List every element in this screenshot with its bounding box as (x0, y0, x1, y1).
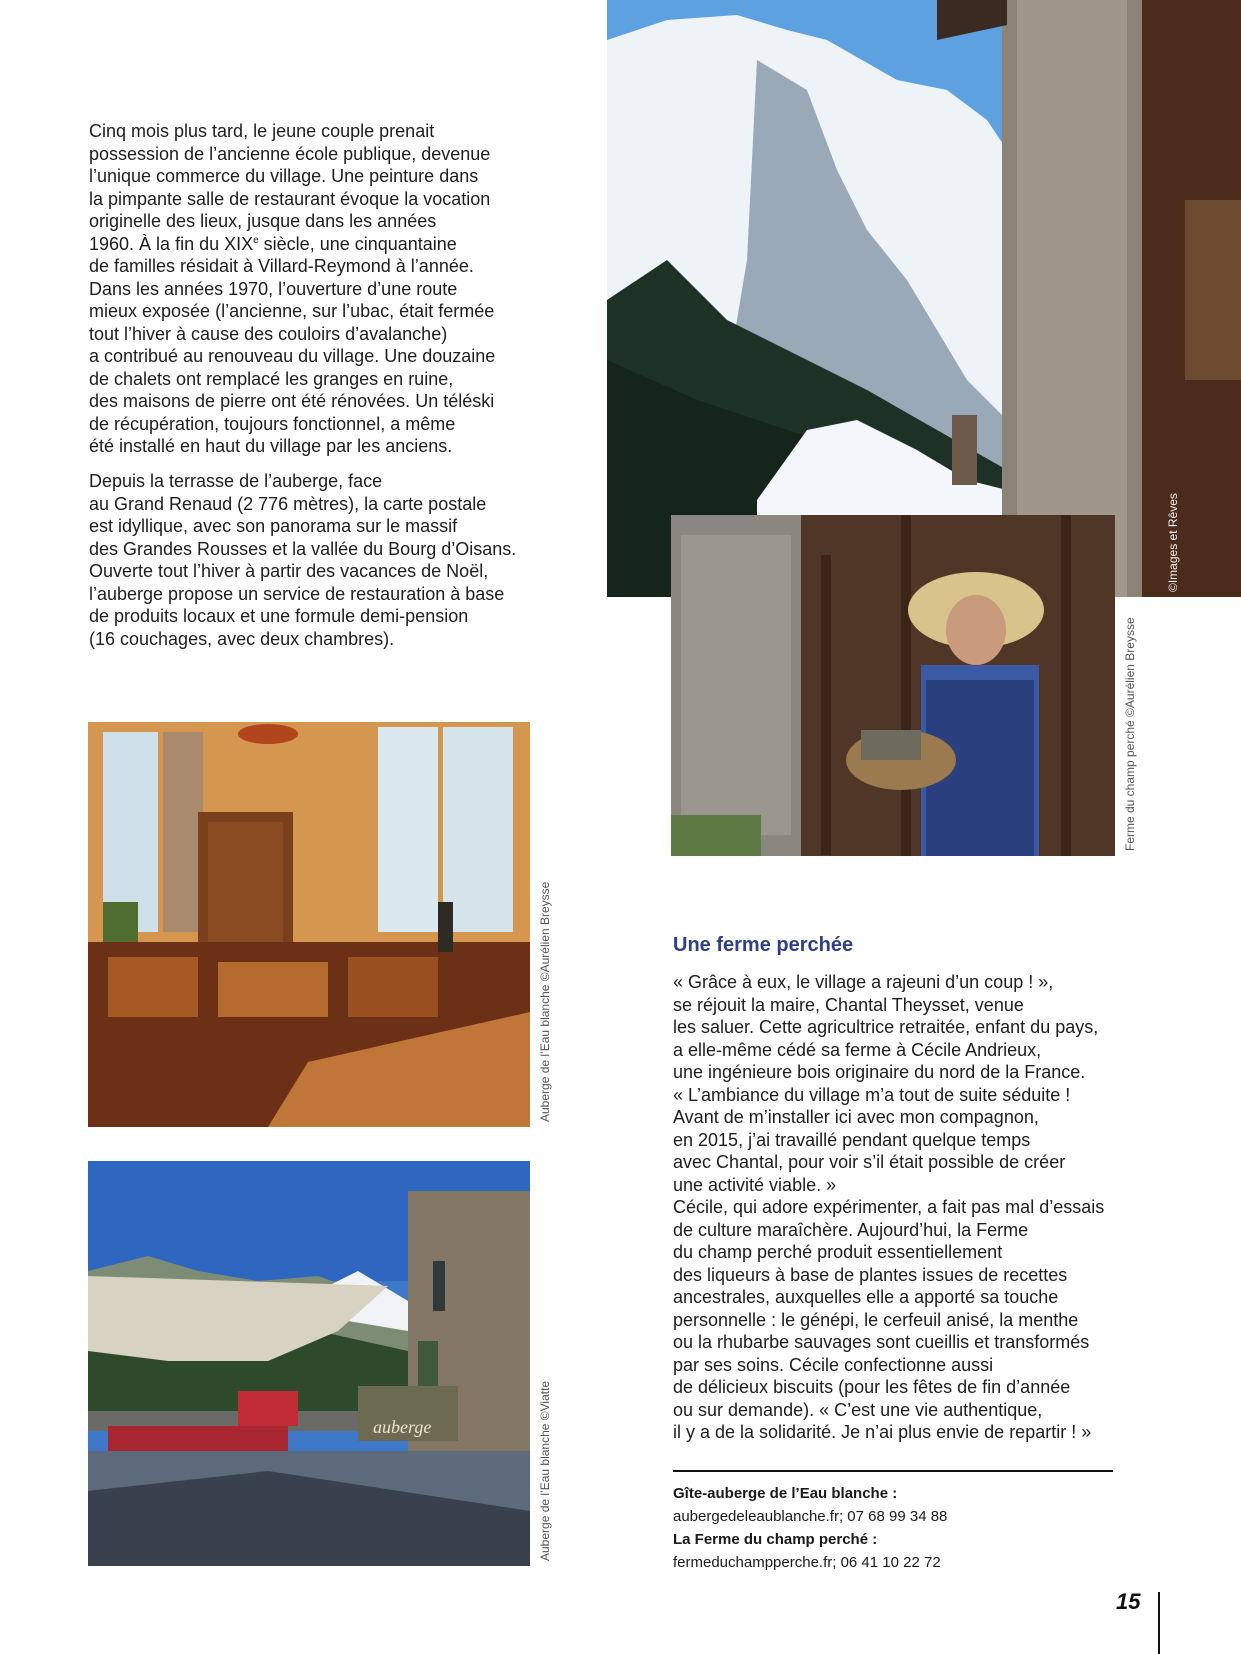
paragraph-farm: « Grâce à eux, le village a rajeuni d’un coup ! », se réjouit la maire, Chantal Theysset, venue les saluer. Cette agricultrice retraitée, enfant du pays, a elle-même cédé sa ferme à Cécile Andrieux, une ingénieure bois originaire du nord de la France. « L’ambiance du village m’a tout de suite séduite ! Avant de m’installer ici avec mon compagnon, en 2015, j’ai travaillé pendant quelque temps avec Chantal, pour voir s’il était possible de créer une activité viable. » Cécile, qui adore expérimenter, a fait pas mal d’essais de culture maraîchère. Aujourd’hui, la Ferme du champ perché produit essentiellement des liqueurs à base de plantes issues de recettes ancestrales, auxquelles elle a apporté sa touche personnelle : le génépi, le cerfeuil anisé, la menthe ou la rhubarbe sauvages sont cueillis et transformés par ses soins. Cécile confectionne aussi de délicieux biscuits (pour les fêtes de fin d’année ou sur demande). « C’est une vie authentique, il y a de la solidarité. Je n’ai plus envie de repartir ! » (673, 972, 1105, 1442)
info-value-ferme[interactable]: fermeduchampperche.fr; 06 41 10 22 72 (673, 1554, 941, 1571)
terrace-sign-text: auberge (373, 1417, 432, 1437)
paragraph-terrace: Depuis la terrasse de l’auberge, face au Grand Renaud (2 776 mètres), la carte postale est idyllique, avec son panorama sur le massif des Grandes Rousses et la vallée du Bourg d’Oisans. Ouverte tout l’hiver à partir des vacances de Noël, l’auberge propose un service de restauration à base de produits locaux et une formule demi-pension (16 couchages, avec deux chambres). (89, 471, 517, 649)
info-label-ferme: La Ferme du champ perché : (673, 1531, 878, 1548)
section-heading: Une ferme perchée (673, 934, 854, 956)
info-label-auberge: Gîte-auberge de l’Eau blanche : (673, 1485, 898, 1502)
credit-farmer: Ferme du champ perché ©Aurélien Breysse (1123, 617, 1137, 851)
paragraph-history: Cinq mois plus tard, le jeune couple prenait possession de l’ancienne école publique, devenue l’unique commerce du village. Une peinture dans la pimpante salle de restaurant évoque la vocation originelle des lieux, jusque dans les années 1960. À la fin du XIXe siècle, une cinquantaine de familles résidait à Villard-Reymond à l’année. Dans les années 1970, l’ouverture d’une route mieux exposée (l’ancienne, sur l’ubac, était fermée tout l’hiver à cause des couloirs d’avalanche) a contribué au renouveau du village. Une douzaine de chalets ont remplacé les granges en ruine, des maisons de pierre ont été rénovées. Un téléski de récupération, toujours fonctionnel, a même été installé en haut du village par les anciens. (89, 121, 496, 456)
info-value-auberge[interactable]: aubergedeleaublanche.fr; 07 68 99 34 88 (673, 1508, 948, 1525)
credit-terrace: Auberge de l’Eau blanche ©Viatte (538, 1380, 552, 1561)
credit-restaurant: Auberge de l’Eau blanche ©Aurélien Breysse (538, 881, 552, 1122)
mountain-photo (607, 0, 1241, 597)
info-divider (673, 1470, 1113, 1472)
info-box (673, 1482, 947, 1574)
credit-mountain: ©Images et Rêves (1166, 493, 1180, 592)
terrace-photo (88, 1161, 530, 1566)
farmer-photo (671, 515, 1115, 856)
restaurant-photo (88, 722, 530, 1127)
page-number: 15 (1116, 1589, 1141, 1614)
page-number-bar (1158, 1592, 1160, 1654)
